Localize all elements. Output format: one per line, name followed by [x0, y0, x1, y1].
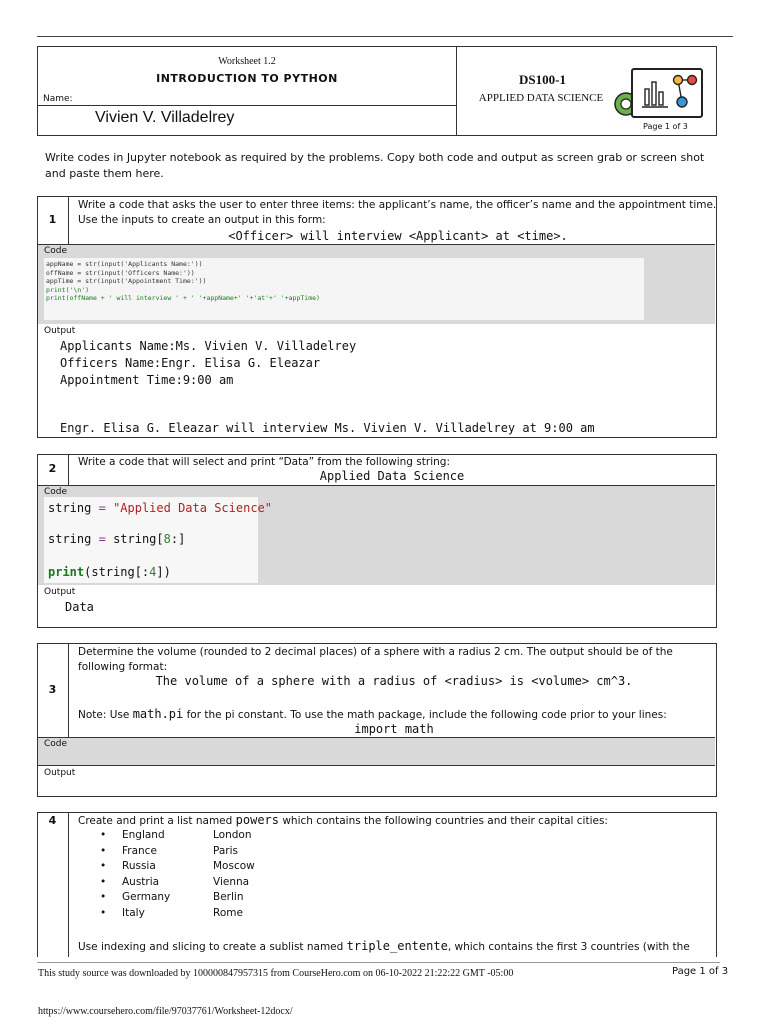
footer-url[interactable]: https://www.coursehero.com/file/97037761/Worksheet-12docx/: [38, 1006, 293, 1017]
code-line: appTime = str(input('Appointment Time:')): [46, 277, 207, 285]
output-line: Officers Name:Engr. Elisa G. Eleazar: [60, 356, 321, 370]
code-line: print(offName + ' will interview ' + ' '+appName+' '+'at'+' '+appTime): [46, 294, 320, 302]
token: ]): [156, 565, 171, 579]
footer-source: This study source was downloaded by 100000847957315 from CourseHero.com on 06-10-2022 21:22:22 GMT -05:00: [38, 968, 514, 979]
country: England: [122, 829, 165, 841]
token: 4: [149, 565, 157, 579]
name-label: Name:: [43, 94, 73, 104]
problem-1-code-screenshot: [44, 258, 644, 320]
problem-3-format: The volume of a sphere with a radius of <radius> is <volume> cm^3.: [155, 674, 633, 688]
bullet: •: [100, 891, 107, 903]
problem-2-string: Applied Data Science: [319, 469, 465, 483]
prompt-code: powers: [235, 813, 279, 827]
problem-1-number: 1: [37, 196, 69, 244]
bullet: •: [100, 860, 107, 872]
note-text: for the pi constant. To use the math package, include the following code prior to your lines:: [183, 709, 667, 721]
output-line: Appointment Time:9:00 am: [60, 373, 234, 387]
problem-3-output-label: Output: [44, 768, 76, 778]
code-line: appName = str(input('Applicants Name:')): [46, 260, 203, 268]
code-line-1: [48, 500, 272, 516]
country: Russia: [122, 860, 156, 872]
country: Austria: [122, 875, 160, 888]
list-item: [100, 845, 400, 861]
course-code: DS100-1: [519, 72, 566, 87]
problem-3-number: 3: [37, 643, 69, 737]
problem-2-code-screenshot: [44, 497, 273, 583]
problem-4-number: 4: [37, 812, 69, 957]
country-list: [100, 829, 400, 922]
country: Germany: [122, 891, 171, 903]
code-line: offName = str(input('Officers Name:')): [46, 268, 195, 277]
problem-2-code-label: Code: [44, 487, 68, 497]
top-rule: [37, 36, 733, 37]
footer-page: Page 1 of 3: [672, 966, 729, 977]
capital: London: [213, 829, 252, 841]
token: 8: [163, 532, 171, 546]
capital: Berlin: [213, 891, 244, 903]
problem-1-output-label: Output: [44, 326, 76, 336]
problem-2-prompt: Write a code that will select and print “Data” from the following string:: [78, 456, 450, 468]
tail-text: Use indexing and slicing to create a sublist named: [78, 941, 347, 953]
capital: Rome: [213, 906, 243, 919]
token: (string[:: [84, 565, 150, 579]
capital: Vienna: [213, 875, 250, 888]
list-item: [100, 876, 400, 892]
problem-3-import: import math: [354, 722, 434, 736]
list-item: [100, 860, 400, 876]
problem-3-code-area: [38, 738, 715, 765]
tail-text: , which contains the first 3 countries (with the: [447, 941, 690, 953]
instructions: Write codes in Jupyter notebook as required by the problems. Copy both code and output as screen grab or screen shot and paste them here.: [45, 151, 705, 180]
problem-1-text-b: Use the inputs to create an output in this form:: [78, 214, 326, 226]
code-line: print('\n'): [46, 285, 90, 294]
problem-1-text-a: Write a code that asks the user to enter three items: the applicant’s name, the officer’s name and the appointment time.: [78, 199, 717, 211]
problem-3-prompt: Determine the volume (rounded to 2 decimal places) of a sphere with a radius 2 cm. The output should be of the following format:: [78, 646, 673, 673]
list-item: [100, 829, 400, 845]
capital: Moscow: [213, 860, 255, 872]
worksheet-title: INTRODUCTION TO PYTHON: [156, 72, 338, 85]
tail-code: triple_entente: [346, 939, 448, 953]
country: Italy: [122, 906, 145, 919]
problem-3-code-label: Code: [44, 739, 68, 749]
problem-2-output: Data: [65, 600, 94, 614]
problem-4-prompt: [78, 813, 710, 829]
bullet: •: [100, 844, 107, 857]
prompt-text: Create and print a list named: [78, 815, 236, 827]
country: France: [122, 844, 157, 857]
token: string: [48, 501, 92, 515]
problem-1-output-final: Engr. Elisa G. Eleazar will interview Ms. Vivien V. Villadelrey at 9:00 am: [60, 421, 595, 435]
worksheet-label: Worksheet 1.2: [218, 56, 276, 67]
bullet: •: [100, 875, 107, 888]
problem-2-number: 2: [37, 454, 69, 486]
footer-rule: [37, 962, 720, 963]
capital: Paris: [213, 844, 238, 857]
note-code: math.pi: [132, 707, 184, 721]
problem-3-note: [78, 707, 718, 723]
problem-1-output: [60, 338, 356, 389]
list-item: [100, 891, 400, 907]
token: =: [98, 501, 106, 515]
header-name-rule: [37, 105, 457, 106]
note-text: Note: Use: [78, 709, 133, 721]
problem-4-tail: [78, 939, 718, 955]
token: string: [48, 532, 92, 546]
problem-3-output-divider: [38, 765, 715, 766]
prompt-text: which contains the following countries and their capital cities:: [279, 815, 608, 827]
problem-1-format: <Officer> will interview <Applicant> at <time>.: [228, 229, 568, 243]
output-line: Applicants Name:Ms. Vivien V. Villadelrey: [60, 339, 357, 353]
code-line-2: [48, 531, 185, 547]
token: "Applied Data Science": [113, 501, 273, 515]
logo-page-label: Page 1 of 3: [643, 122, 688, 131]
problem-2-output-label: Output: [44, 587, 76, 597]
code-line-3: [48, 564, 171, 580]
bullet: •: [100, 829, 107, 841]
token: string[: [113, 532, 164, 546]
problem-1-code-label: Code: [44, 246, 68, 256]
student-name: Vivien V. Villadelrey: [95, 109, 235, 126]
problem-1-prompt: [78, 198, 718, 228]
token: print: [48, 565, 85, 579]
token: :]: [170, 532, 186, 546]
problem-1-code-lines: [44, 258, 644, 305]
token: =: [98, 532, 106, 546]
bullet: •: [100, 906, 107, 919]
course-name: APPLIED DATA SCIENCE: [478, 92, 604, 104]
list-item: [100, 907, 400, 923]
